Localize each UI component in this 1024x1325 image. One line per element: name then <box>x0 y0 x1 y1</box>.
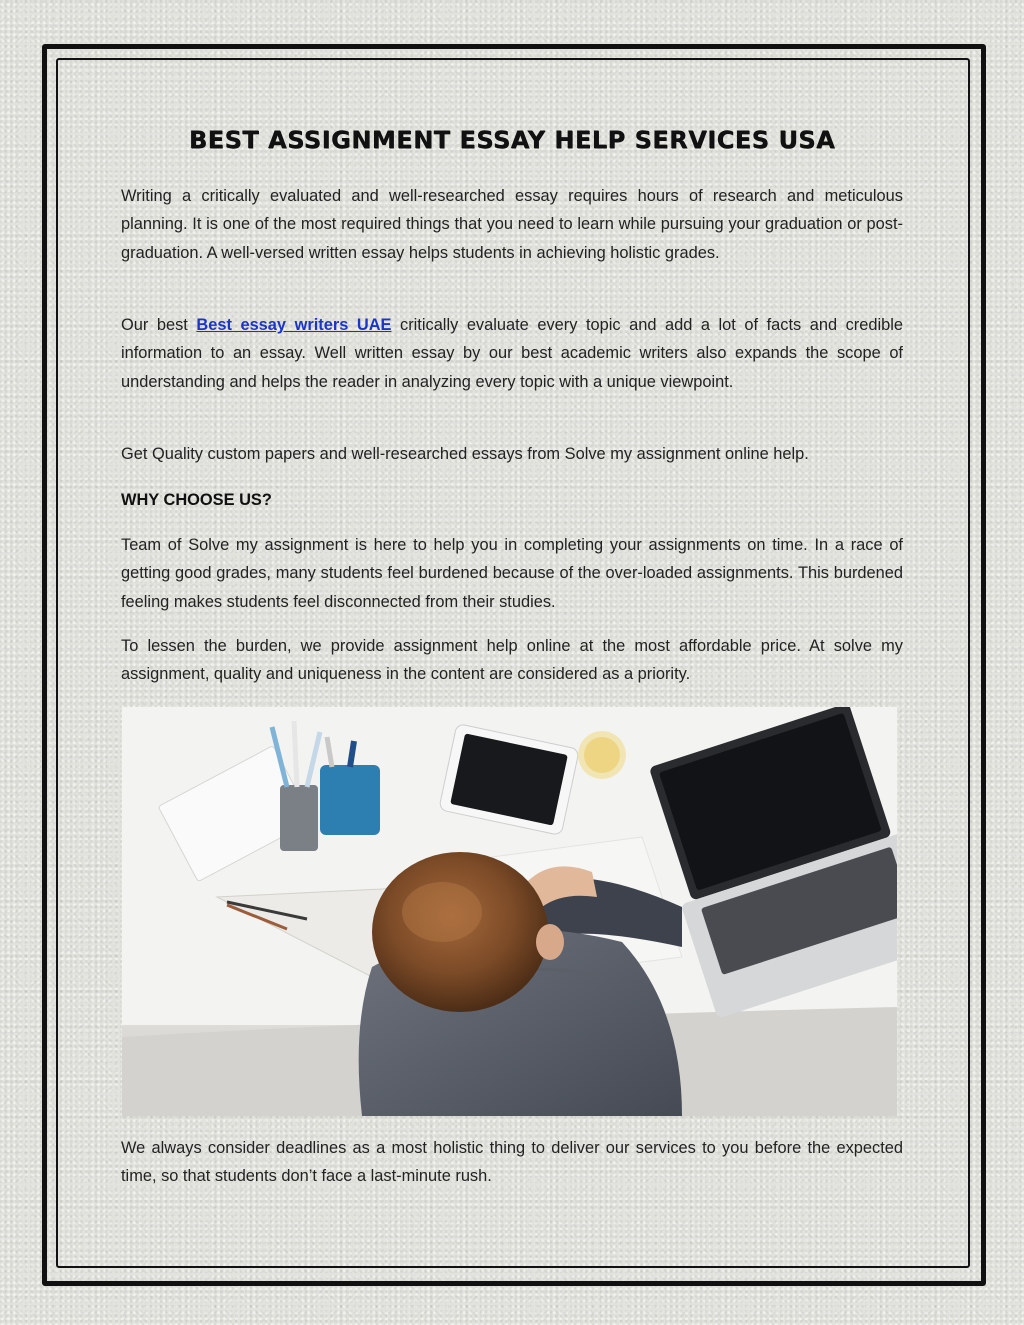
paragraph-team: Team of Solve my assignment is here to help you in completing your assignments on time. In a race of getting good grades, many students feel burdened because of the over-loaded assignments. This burdened feeling makes students feel disconnected from their studies. <box>121 536 903 611</box>
paragraph-writers <box>121 311 903 396</box>
section-heading-why-choose-us: WHY CHOOSE US? <box>121 491 272 509</box>
paragraph-writers-lead: Our best <box>121 316 197 334</box>
paragraph-intro: Writing a critically evaluated and well-researched essay requires hours of research and meticulous planning. It is one of the most required things that you need to learn while pursuing your graduation or post-graduation. A well-versed written essay helps students in achieving holistic grades. <box>121 187 903 262</box>
paragraph-writers-rest: critically evaluate every topic and add a lot of facts and credible information to an essay. Well written essay by our best academic writers also expands the scope of understanding and helps the reader in analyzing every topic with a unique viewpoint. <box>121 316 904 391</box>
paragraph-quality: Get Quality custom papers and well-researched essays from Solve my assignment online help. <box>121 445 809 463</box>
document-title: BEST ASSIGNMENT ESSAY HELP SERVICES USA <box>188 126 836 154</box>
paragraph-affordable: To lessen the burden, we provide assignment help online at the most affordable price. At solve my assignment, quality and uniqueness in the content are considered as a priority. <box>121 637 903 684</box>
paragraph-deadlines: We always consider deadlines as a most holistic thing to deliver our services to you before the expected time, so that students don’t face a last-minute rush. <box>121 1139 903 1186</box>
essay-writers-link[interactable]: Best essay writers UAE <box>196 316 392 334</box>
student-at-desk-photo <box>122 707 897 1116</box>
